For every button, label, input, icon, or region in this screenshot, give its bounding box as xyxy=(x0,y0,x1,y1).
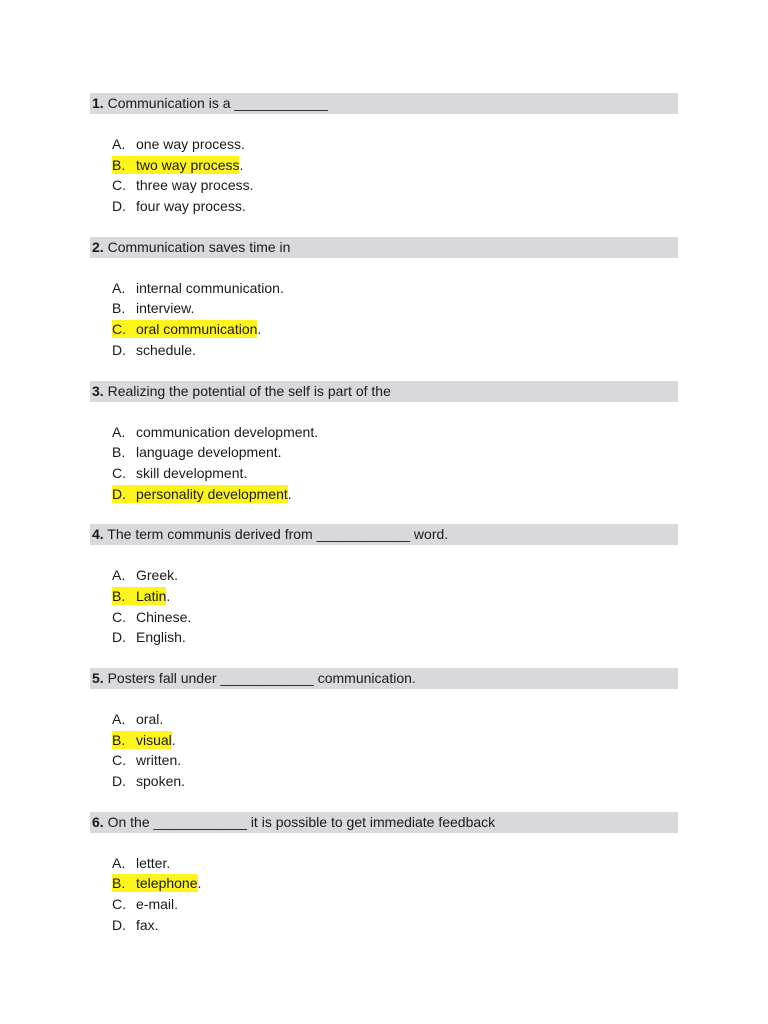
option-content xyxy=(112,424,318,440)
question-header xyxy=(90,524,678,545)
answer-option xyxy=(112,175,678,196)
answer-option xyxy=(112,627,678,648)
option-content xyxy=(112,198,246,214)
option-content xyxy=(112,465,247,481)
option-period: . xyxy=(257,321,262,338)
question-number: 6. xyxy=(92,813,104,830)
option-content xyxy=(112,136,245,152)
option-text: visual xyxy=(136,731,172,748)
option-text: oral communication xyxy=(136,321,258,338)
option-text: English. xyxy=(136,629,186,646)
question-number: 1. xyxy=(92,95,104,111)
option-letter: B. xyxy=(112,875,126,892)
answer-option xyxy=(112,442,678,463)
option-letter: B. xyxy=(112,731,126,748)
option-letter: D. xyxy=(112,198,126,215)
option-text: three way process. xyxy=(136,177,254,194)
answer-highlight xyxy=(112,156,239,174)
question-number: 5. xyxy=(92,670,104,686)
answer-option-highlighted xyxy=(112,155,678,176)
option-period: . xyxy=(287,485,292,502)
answer-option-highlighted xyxy=(112,730,678,751)
option-letter: C. xyxy=(112,177,126,194)
answer-option-highlighted xyxy=(112,319,678,340)
option-text: Greek. xyxy=(136,567,179,584)
answer-option xyxy=(112,894,678,915)
option-period: . xyxy=(171,731,176,748)
option-letter: B. xyxy=(112,444,126,461)
option-letter: C. xyxy=(112,896,126,913)
question-6 xyxy=(90,812,678,936)
option-letter: D. xyxy=(112,773,126,790)
option-list xyxy=(90,853,678,936)
option-letter: A. xyxy=(112,854,126,871)
question-text: The term communis derived from ____________ word. xyxy=(103,526,449,543)
option-letter: D. xyxy=(112,341,126,358)
question-text: Communication saves time in xyxy=(103,238,291,255)
option-content xyxy=(112,917,159,933)
option-content xyxy=(112,609,191,625)
answer-option xyxy=(112,340,678,361)
option-text: schedule. xyxy=(136,341,196,358)
answer-option xyxy=(112,709,678,730)
option-letter: B. xyxy=(112,587,126,604)
question-text: On the ____________ it is possible to get immediate feedback xyxy=(103,813,496,830)
question-list xyxy=(90,93,678,956)
question-3 xyxy=(90,381,678,505)
option-letter: C. xyxy=(112,608,126,625)
option-period: . xyxy=(239,156,244,173)
option-text: e-mail. xyxy=(136,896,179,913)
option-list xyxy=(90,422,678,505)
option-list xyxy=(90,565,678,648)
question-header xyxy=(90,381,678,402)
answer-option-highlighted xyxy=(112,484,678,505)
option-content xyxy=(112,752,181,768)
option-letter: D. xyxy=(112,485,126,502)
answer-option xyxy=(112,915,678,936)
option-content xyxy=(112,280,284,296)
option-letter: C. xyxy=(112,752,126,769)
option-letter: A. xyxy=(112,711,126,727)
option-letter: C. xyxy=(112,464,126,481)
answer-option xyxy=(112,298,678,319)
option-letter: B. xyxy=(112,156,126,173)
question-2 xyxy=(90,237,678,361)
answer-option xyxy=(112,134,678,155)
option-text: four way process. xyxy=(136,198,246,215)
answer-option xyxy=(112,750,678,771)
question-5 xyxy=(90,668,678,792)
option-letter: A. xyxy=(112,136,126,152)
option-text: internal communication. xyxy=(136,279,284,296)
option-text: communication development. xyxy=(136,423,319,440)
option-text: oral. xyxy=(136,711,164,727)
answer-option xyxy=(112,565,678,586)
option-text: interview. xyxy=(136,300,195,317)
question-text: Posters fall under ____________ communication. xyxy=(103,670,416,686)
option-content xyxy=(112,567,178,583)
option-letter: A. xyxy=(112,567,126,584)
question-number: 2. xyxy=(92,238,104,255)
answer-option xyxy=(112,278,678,299)
option-text: personality development xyxy=(136,485,288,502)
option-text: language development. xyxy=(136,444,282,461)
answer-highlight xyxy=(112,320,257,338)
question-number: 3. xyxy=(92,382,104,399)
option-content xyxy=(112,300,194,316)
answer-option xyxy=(112,771,678,792)
option-letter: A. xyxy=(112,279,126,296)
option-list xyxy=(90,709,678,792)
option-content xyxy=(112,896,178,912)
option-text: one way process. xyxy=(136,136,245,152)
question-1 xyxy=(90,93,678,217)
question-header xyxy=(90,237,678,258)
question-header xyxy=(90,812,678,833)
option-text: spoken. xyxy=(136,773,186,790)
answer-highlight xyxy=(112,485,288,503)
option-letter: D. xyxy=(112,629,126,646)
option-letter: C. xyxy=(112,321,126,338)
answer-option-highlighted xyxy=(112,873,678,894)
answer-option-highlighted xyxy=(112,586,678,607)
answer-option xyxy=(112,607,678,628)
option-content xyxy=(112,629,186,645)
option-letter: D. xyxy=(112,916,126,933)
option-list xyxy=(90,134,678,217)
answer-option xyxy=(112,853,678,874)
question-4 xyxy=(90,524,678,648)
option-letter: A. xyxy=(112,423,126,440)
option-content xyxy=(112,177,254,193)
answer-option xyxy=(112,196,678,217)
question-number: 4. xyxy=(92,526,104,543)
option-text: two way process xyxy=(136,156,240,173)
option-text: Latin xyxy=(136,587,167,604)
option-list xyxy=(90,278,678,361)
option-letter: B. xyxy=(112,300,126,317)
option-text: skill development. xyxy=(136,464,248,481)
option-content xyxy=(112,855,170,871)
option-text: fax. xyxy=(136,916,159,933)
option-content xyxy=(112,444,282,460)
question-header xyxy=(90,668,678,689)
question-text: Realizing the potential of the self is part of the xyxy=(103,382,391,399)
answer-highlight xyxy=(112,731,172,749)
option-content xyxy=(112,711,163,727)
option-content xyxy=(112,342,196,358)
option-text: telephone xyxy=(136,875,198,892)
option-text: Chinese. xyxy=(136,608,192,625)
option-period: . xyxy=(197,875,202,892)
answer-highlight xyxy=(112,874,198,892)
answer-option xyxy=(112,422,678,443)
option-text: written. xyxy=(136,752,182,769)
option-text: letter. xyxy=(136,854,171,871)
question-header xyxy=(90,93,678,114)
option-period: . xyxy=(166,587,171,604)
question-text: Communication is a ____________ xyxy=(103,95,328,111)
answer-highlight xyxy=(112,587,166,605)
option-content xyxy=(112,773,185,789)
answer-option xyxy=(112,463,678,484)
